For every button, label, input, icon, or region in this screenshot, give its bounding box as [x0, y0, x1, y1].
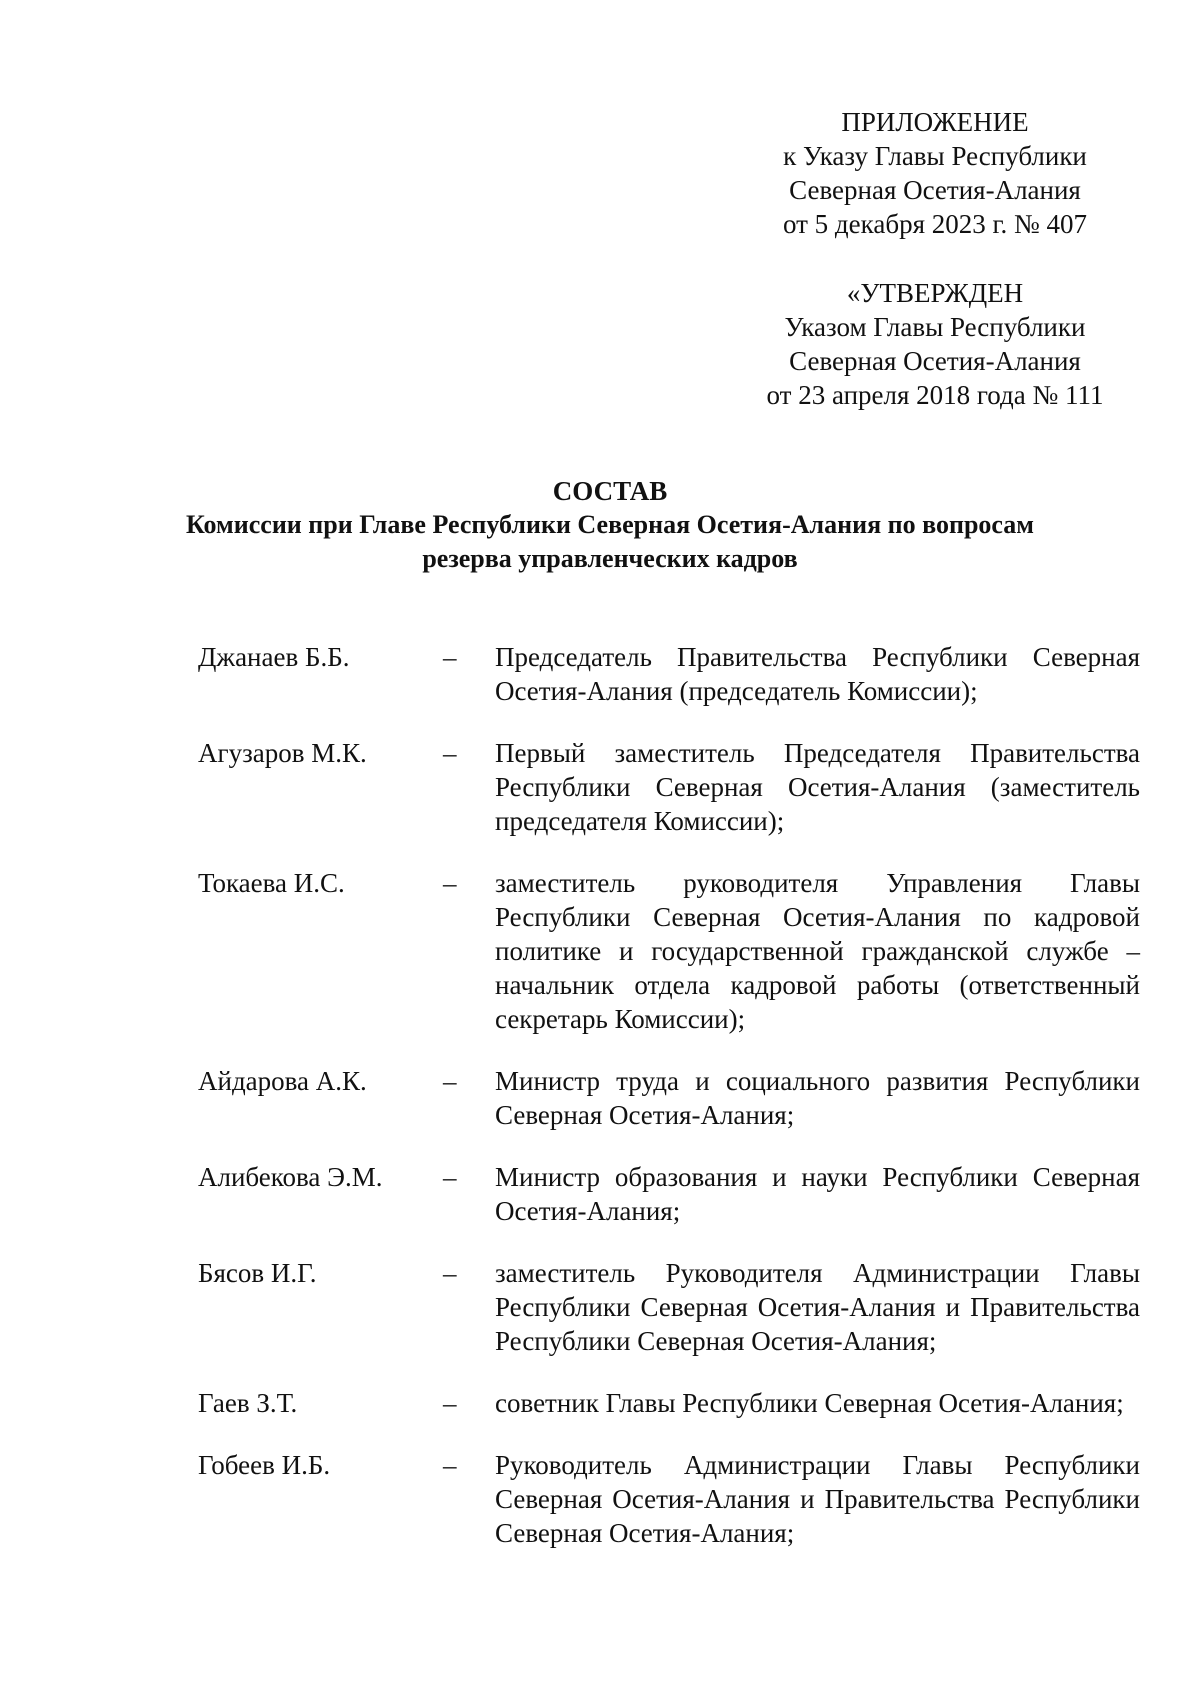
member-dash: –	[443, 1258, 457, 1288]
approval-stamp-text	[736, 276, 1134, 412]
appendix-line-2: Северная Осетия-Алания	[789, 175, 1081, 205]
member-name: Токаева И.С.	[198, 868, 345, 898]
member-dash: –	[443, 738, 457, 768]
member-dash: –	[443, 1066, 457, 1096]
member-name: Гаев З.Т.	[198, 1388, 298, 1418]
member-role: Министр образования и науки Республики Северная Осетия-Алания;	[495, 1162, 1140, 1226]
member-role: советник Главы Республики Северная Осетия-Алания;	[495, 1388, 1124, 1418]
member-name: Гобеев И.Б.	[198, 1450, 331, 1480]
member-dash: –	[443, 1450, 457, 1480]
appendix-title: ПРИЛОЖЕНИЕ	[841, 107, 1029, 137]
member-name: Айдарова А.К.	[198, 1066, 367, 1096]
heading-subtitle-line-1: Комиссии при Главе Республики Северная Осетия-Алания по вопросам	[185, 510, 1034, 539]
approved-title: «УТВЕРЖДЕН	[846, 278, 1024, 308]
member-role: Председатель Правительства Республики Северная Осетия-Алания (председатель Комиссии);	[495, 642, 1140, 706]
member-name: Алибекова Э.М.	[198, 1162, 383, 1192]
appendix-line-3: от 5 декабря 2023 г. № 407	[782, 209, 1088, 239]
appendix-line-1: к Указу Главы Республики	[783, 141, 1087, 171]
member-dash: –	[443, 1162, 457, 1192]
member-dash: –	[443, 642, 457, 672]
member-dash: –	[443, 1388, 457, 1418]
approved-line-3: от 23 апреля 2018 года № 111	[766, 380, 1104, 410]
heading-title: СОСТАВ	[552, 476, 668, 506]
member-role: заместитель руководителя Управления Главы Республики Северная Осетия-Алания по кадровой политике и государственной гражданской службе – начальник отдела кадровой работы (ответственный секретарь Комиссии);	[495, 868, 1140, 1034]
approved-line-1: Указом Главы Республики	[784, 312, 1086, 342]
heading-subtitle-line-2: резерва управленческих кадров	[422, 544, 798, 573]
member-role: заместитель Руководителя Администрации Главы Республики Северная Осетия-Алания и Правительства Республики Северная Осетия-Алания;	[495, 1258, 1140, 1356]
member-name: Агузаров М.К.	[198, 738, 367, 768]
member-dash: –	[443, 868, 457, 898]
approved-line-2: Северная Осетия-Алания	[789, 346, 1081, 376]
member-name: Джанаев Б.Б.	[198, 642, 350, 672]
document-heading	[120, 474, 1100, 576]
member-role: Первый заместитель Председателя Правительства Республики Северная Осетия-Алания (заместитель председателя Комиссии);	[495, 738, 1140, 836]
appendix-header	[740, 105, 1130, 241]
member-name: Бясов И.Г.	[198, 1258, 317, 1288]
member-role: Министр труда и социального развития Республики Северная Осетия-Алания;	[495, 1066, 1140, 1130]
member-role: Руководитель Администрации Главы Республики Северная Осетия-Алания и Правительства Республики Северная Осетия-Алания;	[495, 1450, 1140, 1548]
